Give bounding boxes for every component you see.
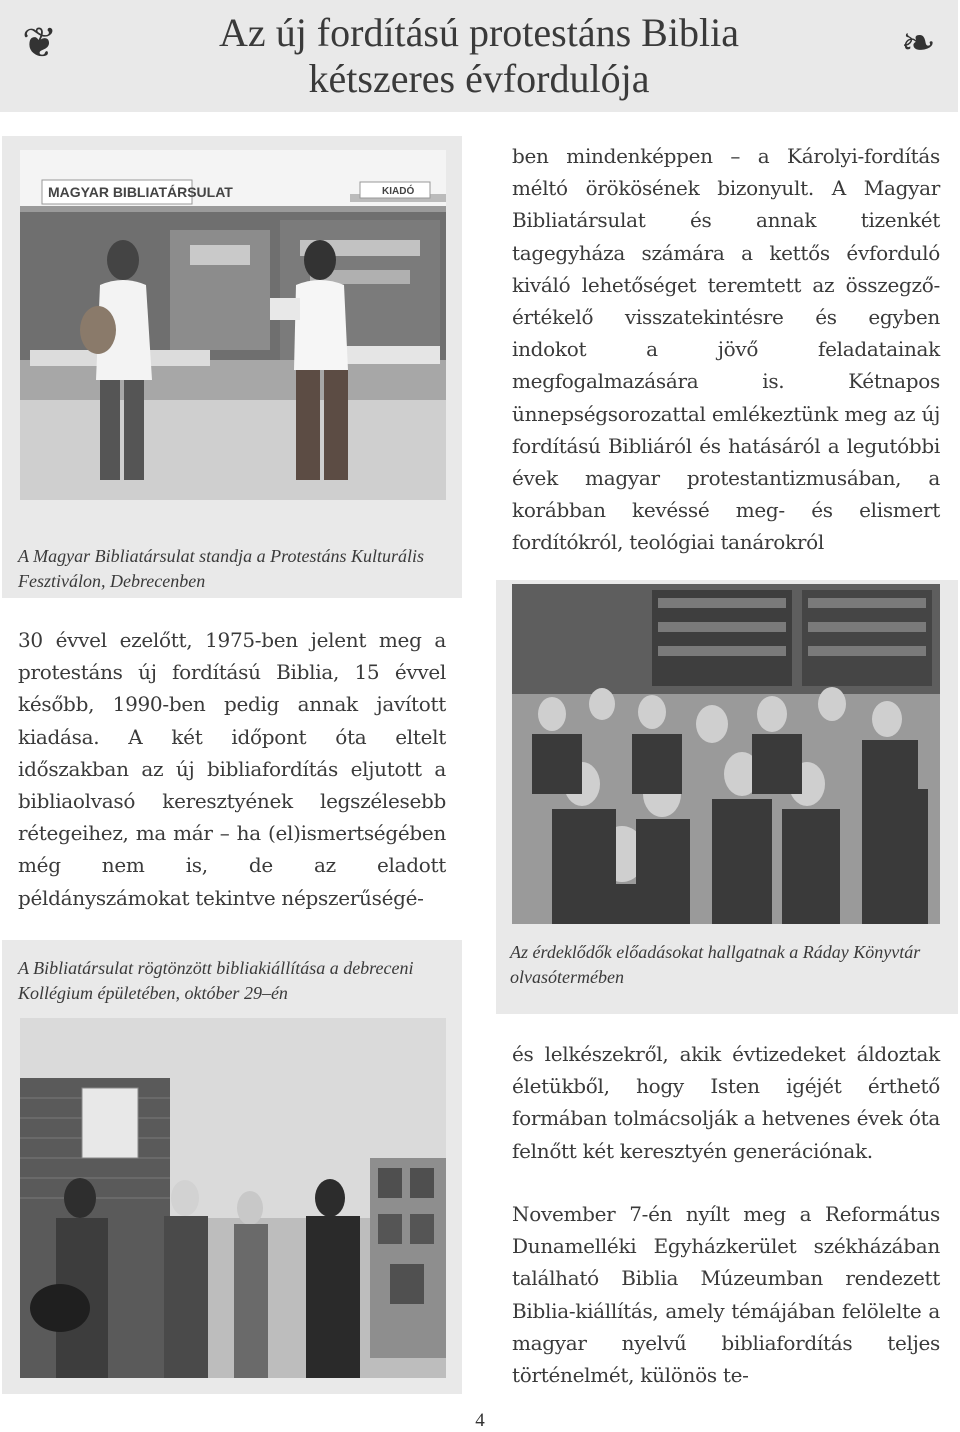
booth-caption: A Magyar Bibliatársulat standja a Protestáns Kulturális Fesztiválon, Debrecenben — [18, 546, 425, 591]
audience-caption: Az érdeklődők előadásokat hallgatnak a Ráday Könyvtár olvasótermében — [510, 942, 921, 987]
ornament-right-icon: ❧ — [900, 18, 936, 67]
header-bar — [0, 0, 958, 112]
booth-sign-kiado: KIADÓ — [382, 186, 415, 197]
exhibition-photo — [20, 1018, 446, 1378]
booth-photo — [20, 150, 446, 500]
article-paragraph-right-bottom-1: és lelkészekről, akik évtizedeket áldoztak életükből, hogy Isten igéjét érthető formában tolmácsolják a hetvenes évek óta felnőtt két keresztyén generációnak. — [512, 1042, 940, 1163]
audience-photo — [512, 584, 940, 924]
article-paragraph-right-bottom-2: November 7-én nyílt meg a Református Dunamelléki Egyházkerület székházában található Biblia Múzeumban rendezett Biblia-kiállítás, amely témájában felölelte a magyar nyelvű bibliafordítás teljes történelmét, különös te- — [512, 1202, 940, 1388]
ornament-left-icon: ❦ — [22, 18, 58, 67]
page-title — [80, 10, 878, 102]
title-line-1: Az új fordítású protestáns Biblia — [219, 10, 739, 55]
exhibition-caption: A Bibliatársulat rögtönzött bibliakiállítása a debreceni Kollégium épületében, október 29–én — [18, 958, 414, 1003]
title-line-2: kétszeres évfordulója — [308, 56, 650, 101]
article-paragraph-left: 30 évvel ezelőtt, 1975-ben jelent meg a protestáns új fordítású Biblia, 15 évvel később, 1990-ben pedig annak javított kiadása. A két időpont óta eltelt időszakban az új bibliafordítás eljutott a bibliaolvasó keresztyének legszélesebb rétegeihez, ma már – ha (el)ismertségében még nem is, de az eladott példányszámokat tekintve népszerűségé- — [18, 628, 446, 910]
booth-sign-text: MAGYAR BIBLIATÁRSULAT — [48, 184, 233, 200]
page-number: 4 — [475, 1410, 485, 1431]
article-paragraph-right-top: ben mindenképpen – a Károlyi-fordítás méltó örökösének bizonyult. A Magyar Bibliatársulat és annak tizenkét tagegyháza számára a kettős évforduló kiváló lehetőséget teremtett az összegző-értékelő visszatekintésre és egyben indokot a jövő feladatainak megfogalmazására is. Kétnapos ünnepségsorozattal emlékeztünk meg az új fordítású Bibliáról és hatásáról a legutóbbi évek magyar protestantizmusában, a korábban kevéssé meg- és elismert fordítókról, teológiai tanárokról — [512, 144, 940, 555]
